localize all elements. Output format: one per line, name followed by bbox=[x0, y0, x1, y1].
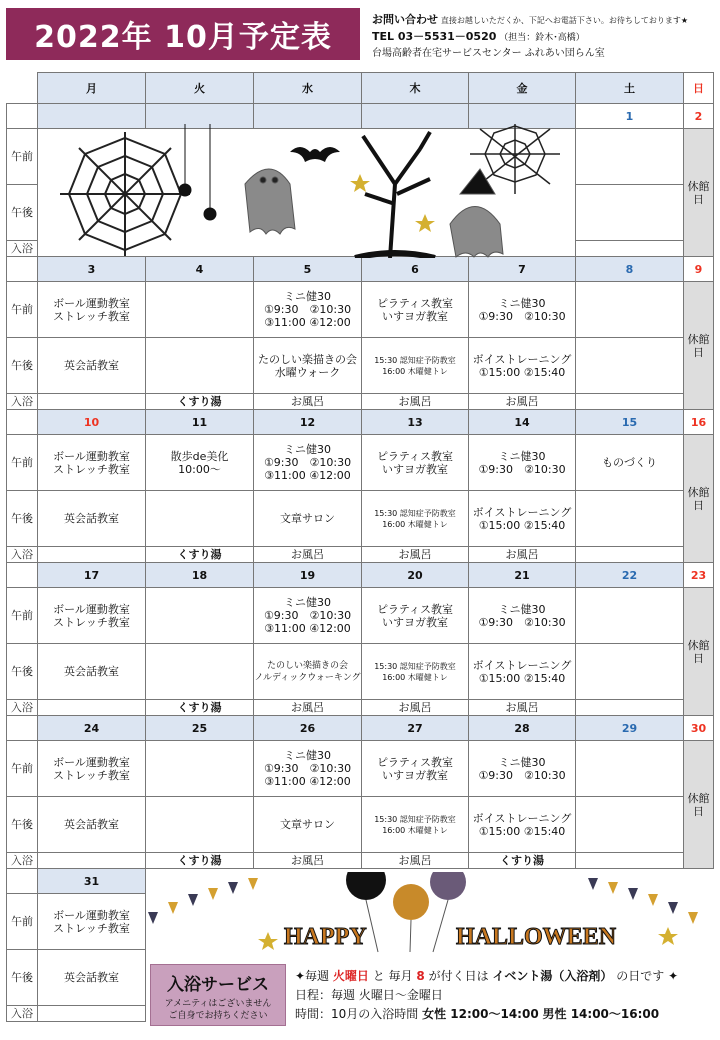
date-cell: 6 bbox=[362, 257, 469, 282]
bath-cell: くすり湯 bbox=[146, 700, 254, 716]
bath-cell: くすり湯 bbox=[146, 394, 254, 410]
bath-cell: お風呂 bbox=[362, 700, 469, 716]
bath-cell: くすり湯 bbox=[469, 853, 576, 869]
pm-label: 午後 bbox=[7, 644, 38, 700]
date-cell: 23 bbox=[684, 563, 714, 588]
event-cell bbox=[576, 588, 684, 644]
event-cell: ミニ健30 ①9:30 ②10:30 ③11:00 ④12:00 bbox=[254, 282, 362, 338]
date-cell: 9 bbox=[684, 257, 714, 282]
pm-label: 午後 bbox=[7, 491, 38, 547]
am-label: 午前 bbox=[7, 894, 38, 950]
bath-cell: くすり湯 bbox=[146, 547, 254, 563]
closed-label: 休館日 bbox=[684, 588, 714, 716]
date-cell: 11 bbox=[146, 410, 254, 435]
event-cell: 15:30 認知症予防教室 16:00 木曜健トレ bbox=[362, 797, 469, 853]
event-cell bbox=[146, 644, 254, 700]
date-cell: 24 bbox=[38, 716, 146, 741]
bath-cell: お風呂 bbox=[469, 700, 576, 716]
bath-cell bbox=[38, 394, 146, 410]
event-cell bbox=[146, 282, 254, 338]
event-cell: ボール運動教室 ストレッチ教室 bbox=[38, 282, 146, 338]
date-cell: 20 bbox=[362, 563, 469, 588]
bath-cell: お風呂 bbox=[254, 853, 362, 869]
closed-label: 休館日 bbox=[684, 129, 714, 257]
event-cell: ミニ健30 ①9:30 ②10:30 bbox=[469, 588, 576, 644]
contact-office: 台場高齢者在宅サービスセンター ふれあい団らん室 bbox=[372, 48, 605, 59]
bath-cell bbox=[38, 1006, 146, 1022]
bath-cell: お風呂 bbox=[362, 394, 469, 410]
event-cell: ミニ健30 ①9:30 ②10:30 ③11:00 ④12:00 bbox=[254, 588, 362, 644]
spiderweb-icon bbox=[60, 132, 190, 256]
halloween-illustration bbox=[45, 124, 575, 258]
event-cell: 15:30 認知症予防教室 16:00 木曜健トレ bbox=[362, 491, 469, 547]
event-cell: たのしい楽描きの会 ノルディックウォーキング bbox=[254, 644, 362, 700]
closed-label: 休館日 bbox=[684, 741, 714, 869]
happy-text: HAPPY bbox=[284, 924, 367, 950]
event-cell bbox=[146, 588, 254, 644]
bath-cell bbox=[38, 547, 146, 563]
am-label: 午前 bbox=[7, 282, 38, 338]
closed-label: 休館日 bbox=[684, 282, 714, 410]
event-cell: ボイストレーニング ①15:00 ②15:40 bbox=[469, 338, 576, 394]
bath-label: 入浴 bbox=[7, 547, 38, 563]
weekday-sat: 土 bbox=[576, 73, 684, 104]
weekday-fri: 金 bbox=[469, 73, 576, 104]
event-cell bbox=[576, 491, 684, 547]
tree-icon bbox=[355, 132, 435, 258]
event-cell: ピラティス教室 いすヨガ教室 bbox=[362, 741, 469, 797]
weekday-mon: 月 bbox=[38, 73, 146, 104]
event-cell: ボール運動教室 ストレッチ教室 bbox=[38, 894, 146, 950]
pm-label: 午後 bbox=[7, 950, 38, 1006]
event-cell: ピラティス教室 いすヨガ教室 bbox=[362, 588, 469, 644]
bath-label: 入浴 bbox=[7, 853, 38, 869]
date-cell: 28 bbox=[469, 716, 576, 741]
date-cell: 26 bbox=[254, 716, 362, 741]
event-cell bbox=[576, 797, 684, 853]
bath-cell: お風呂 bbox=[469, 547, 576, 563]
date-cell: 5 bbox=[254, 257, 362, 282]
am-label: 午前 bbox=[7, 129, 38, 185]
am-label: 午前 bbox=[7, 435, 38, 491]
bath-label: 入浴 bbox=[7, 1006, 38, 1022]
tuesday-highlight: 火曜日 bbox=[332, 969, 369, 983]
event-cell: ボイストレーニング ①15:00 ②15:40 bbox=[469, 644, 576, 700]
event-cell: ボイストレーニング ①15:00 ②15:40 bbox=[469, 491, 576, 547]
eight-highlight: 8 bbox=[416, 969, 425, 983]
halloween-banner bbox=[148, 872, 714, 960]
date-cell: 30 bbox=[684, 716, 714, 741]
event-cell: ボール運動教室 ストレッチ教室 bbox=[38, 741, 146, 797]
event-cell: ミニ健30 ①9:30 ②10:30 ③11:00 ④12:00 bbox=[254, 435, 362, 491]
event-cell bbox=[576, 338, 684, 394]
bath-cell: お風呂 bbox=[254, 700, 362, 716]
pm-label: 午後 bbox=[7, 338, 38, 394]
event-cell: ミニ健30 ①9:30 ②10:30 bbox=[469, 282, 576, 338]
bath-cell: くすり湯 bbox=[146, 853, 254, 869]
spider-icon bbox=[179, 124, 216, 220]
weekday-header bbox=[7, 73, 714, 104]
pm-label: 午後 bbox=[7, 185, 38, 241]
date-cell: 29 bbox=[576, 716, 684, 741]
date-cell: 12 bbox=[254, 410, 362, 435]
date-cell: 2 bbox=[684, 104, 714, 129]
halloween-text: HALLOWEEN bbox=[456, 924, 617, 950]
bath-label: 入浴 bbox=[7, 241, 38, 257]
event-cell: ピラティス教室 いすヨガ教室 bbox=[362, 282, 469, 338]
event-cell: 文章サロン bbox=[254, 797, 362, 853]
date-cell: 25 bbox=[146, 716, 254, 741]
event-cell: 英会話教室 bbox=[38, 797, 146, 853]
date-cell: 10 bbox=[38, 410, 146, 435]
weekday-thu: 木 bbox=[362, 73, 469, 104]
bath-service-box bbox=[150, 964, 286, 1026]
date-cell: 15 bbox=[576, 410, 684, 435]
event-cell: ミニ健30 ①9:30 ②10:30 bbox=[469, 435, 576, 491]
bath-service-note: アメニティはございません ご自身でお持ちください bbox=[164, 999, 272, 1021]
ghost-icon bbox=[245, 169, 295, 234]
witch-ghost-icon bbox=[450, 169, 503, 257]
event-cell bbox=[146, 338, 254, 394]
bath-label: 入浴 bbox=[7, 394, 38, 410]
pm-label: 午後 bbox=[7, 797, 38, 853]
date-cell: 17 bbox=[38, 563, 146, 588]
date-cell: 13 bbox=[362, 410, 469, 435]
date-cell: 31 bbox=[38, 869, 146, 894]
event-cell: ピラティス教室 いすヨガ教室 bbox=[362, 435, 469, 491]
bath-cell: お風呂 bbox=[362, 547, 469, 563]
bath-cell: お風呂 bbox=[362, 853, 469, 869]
date-cell: 22 bbox=[576, 563, 684, 588]
date-cell: 14 bbox=[469, 410, 576, 435]
am-label: 午前 bbox=[7, 741, 38, 797]
event-cell: ボイストレーニング ①15:00 ②15:40 bbox=[469, 797, 576, 853]
bath-cell: お風呂 bbox=[254, 394, 362, 410]
event-cell bbox=[146, 491, 254, 547]
date-cell: 21 bbox=[469, 563, 576, 588]
event-cell: 散歩de美化 10:00～ bbox=[146, 435, 254, 491]
date-cell: 1 bbox=[576, 104, 684, 129]
event-cell bbox=[146, 741, 254, 797]
bath-cell bbox=[38, 853, 146, 869]
event-cell: 英会話教室 bbox=[38, 491, 146, 547]
event-cell: ボール運動教室 ストレッチ教室 bbox=[38, 588, 146, 644]
contact-tel: TEL 03－5531－0520 bbox=[372, 30, 497, 43]
bath-service-title: 入浴サービス bbox=[167, 975, 269, 995]
event-cell: 英会話教室 bbox=[38, 338, 146, 394]
weekday-wed: 水 bbox=[254, 73, 362, 104]
event-cell: ボール運動教室 ストレッチ教室 bbox=[38, 435, 146, 491]
event-cell: ミニ健30 ①9:30 ②10:30 bbox=[469, 741, 576, 797]
bat-icon bbox=[290, 147, 340, 162]
weekday-tue: 火 bbox=[146, 73, 254, 104]
date-cell: 3 bbox=[38, 257, 146, 282]
bath-cell bbox=[576, 700, 684, 716]
event-cell bbox=[576, 282, 684, 338]
event-cell bbox=[576, 741, 684, 797]
contact-staff: （担当：鈴木･高橋） bbox=[499, 33, 585, 43]
event-cell: 英会話教室 bbox=[38, 644, 146, 700]
event-cell: 文章サロン bbox=[254, 491, 362, 547]
bath-service-info: ✦毎週 火曜日 と 毎月 8 が付く日は イベント湯（入浴剤） の日です ✦ 日程：毎週 火曜日～金曜日 時間：10月の入浴時間 女性 12:00～14:00 男性 14:00～16:00 bbox=[295, 967, 715, 1024]
date-cell: 18 bbox=[146, 563, 254, 588]
event-bath-highlight: イベント湯（入浴剤） bbox=[492, 969, 613, 983]
date-cell: 27 bbox=[362, 716, 469, 741]
date-cell: 7 bbox=[469, 257, 576, 282]
bath-cell bbox=[576, 394, 684, 410]
bath-cell bbox=[576, 853, 684, 869]
date-cell: 4 bbox=[146, 257, 254, 282]
female-hours: 女性 12:00～14:00 bbox=[422, 1007, 539, 1021]
event-cell: 英会話教室 bbox=[38, 950, 146, 1006]
bath-schedule: 日程：毎週 火曜日～金曜日 bbox=[295, 988, 443, 1002]
contact-heading: お問い合わせ bbox=[372, 13, 438, 26]
event-cell: 15:30 認知症予防教室 16:00 木曜健トレ bbox=[362, 644, 469, 700]
bath-cell: お風呂 bbox=[254, 547, 362, 563]
date-cell: 19 bbox=[254, 563, 362, 588]
contact-info bbox=[372, 12, 717, 61]
event-cell bbox=[576, 644, 684, 700]
event-cell: 15:30 認知症予防教室 16:00 木曜健トレ bbox=[362, 338, 469, 394]
event-cell: ものづくり bbox=[576, 435, 684, 491]
contact-note: 直接お越しいただくか、下記へお電話下さい。お待ちしております★ bbox=[440, 16, 689, 25]
am-label: 午前 bbox=[7, 588, 38, 644]
weekday-sun: 日 bbox=[684, 73, 714, 104]
event-cell: たのしい楽描きの会 水曜ウォーク bbox=[254, 338, 362, 394]
closed-label: 休館日 bbox=[684, 435, 714, 563]
page-title: 2022年 10月予定表 bbox=[6, 8, 360, 60]
event-cell: ミニ健30 ①9:30 ②10:30 ③11:00 ④12:00 bbox=[254, 741, 362, 797]
male-hours: 男性 14:00～16:00 bbox=[542, 1007, 660, 1021]
event-cell bbox=[146, 797, 254, 853]
date-cell: 8 bbox=[576, 257, 684, 282]
bath-cell: お風呂 bbox=[469, 394, 576, 410]
bath-label: 入浴 bbox=[7, 700, 38, 716]
bath-cell bbox=[576, 547, 684, 563]
bath-cell bbox=[38, 700, 146, 716]
date-cell: 16 bbox=[684, 410, 714, 435]
